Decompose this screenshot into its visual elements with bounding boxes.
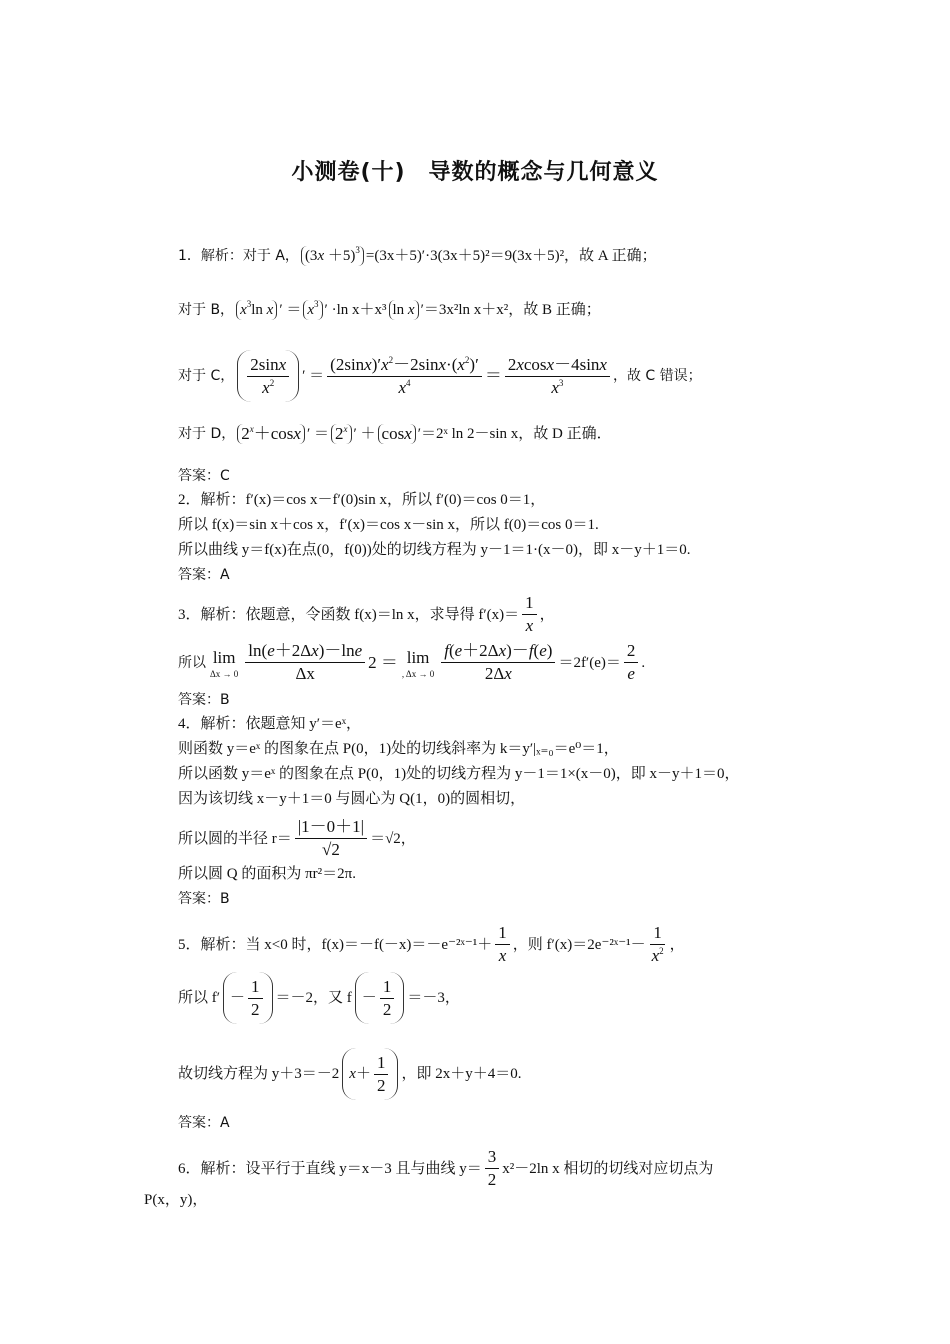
q1-text: =(3x＋5)′·3(3x＋5)²＝9(3x＋5)²，故 A 正确； bbox=[365, 248, 657, 264]
q5-line-1: 5．解析：当 x<0 时，f(x)＝－f(－x)＝－e⁻²ˣ⁻¹＋ $\frac{1}{x}$ ，则 f′(x)＝2e⁻²ˣ⁻¹－ $\frac{1}{x^2}$ ， bbox=[178, 923, 685, 965]
q3-frac-b: $\frac{\ln(e+2\Delta x)-\ln e}{\Delta x}$ bbox=[245, 640, 365, 685]
q1-line-4: 对于 D， $2^x+\cos x$ ′ ＝ 2$^x$ ′ ＋ cosx ′＝2ˣ ln 2－sin x，故 D 正确． bbox=[178, 424, 612, 443]
q1-text: 1．解析：对于 A， bbox=[178, 248, 299, 264]
q1-text: ′＝3x²ln x＋x²，故 B 正确； bbox=[420, 302, 601, 318]
q1-text: 对于 C， bbox=[178, 368, 235, 384]
q6-text: 6．解析：设平行于直线 y＝x－3 且与曲线 y＝ bbox=[178, 1160, 482, 1177]
q1-line-1 bbox=[178, 246, 657, 266]
q5-line-2 bbox=[178, 972, 460, 1024]
q5-frac-a: $\frac{1}{x}$ bbox=[495, 922, 510, 967]
q3-answer: 答案：B bbox=[178, 692, 230, 708]
q5-text: 故切线方程为 y＋3＝－2 bbox=[178, 1066, 340, 1082]
q1-expr-d3: cosx bbox=[378, 424, 416, 444]
q1-text: ′＝2ˣ ln 2－sin x，故 D 正确． bbox=[417, 426, 612, 442]
q5-expr-b: － $\frac{1}{2}$ bbox=[355, 972, 405, 1024]
q1-text: 对于 D， bbox=[178, 426, 236, 442]
q1-expr-c: $\frac{2\sin x}{x^2}$ bbox=[237, 350, 299, 402]
q1-text: ′ ＝ bbox=[279, 302, 302, 318]
q4-line-2: 则函数 y＝eˣ 的图象在点 P(0，1)处的切线斜率为 k＝y′|ₓ₌₀＝e⁰＝1， bbox=[178, 741, 619, 757]
q1-expr-d: $2^x+\cos x$ bbox=[237, 424, 305, 444]
q5-text: ，即 2x＋y＋4＝0. bbox=[401, 1066, 522, 1082]
q1-text: ′ ·ln x＋x³ bbox=[324, 302, 387, 318]
q3-lim-2: lim , Δx → 0 bbox=[401, 647, 435, 679]
q5-line-3 bbox=[178, 1048, 521, 1100]
q3-text: ＝2f′(e)＝ bbox=[558, 654, 621, 671]
q5-expr-a: － $\frac{1}{2}$ bbox=[223, 972, 273, 1024]
q3-text: 所以 bbox=[178, 654, 206, 671]
q3-frac-d: $\frac{2}{e}$ bbox=[624, 640, 639, 685]
q6-line-1 bbox=[178, 1146, 713, 1191]
q4-line-1: 4．解析：依题意知 y′＝eˣ， bbox=[178, 716, 362, 732]
q2-line-3: 所以曲线 y＝f(x)在点(0，f(0))处的切线方程为 y－1＝1·(x－0)，即 x－y＋1＝0. bbox=[178, 542, 691, 558]
q5-text: 所以 f′ bbox=[178, 990, 221, 1006]
q5-text: ，则 f′(x)＝2e⁻²ˣ⁻¹－ bbox=[512, 936, 646, 953]
q5-answer: 答案：A bbox=[178, 1115, 230, 1131]
q1-expr-b: $x^3\ln$ x bbox=[236, 300, 277, 320]
q2-line-2: 所以 f(x)＝sin x＋cos x，f′(x)＝cos x－sin x，所以 f(0)＝cos 0＝1. bbox=[178, 517, 599, 533]
q3-line-2: 所以 lim Δx → 0 $\frac{\ln(e+2\Delta x)-\ln e}{\Delta x}$ 2 ＝ lim , Δx → 0 $\frac{f(e+2\Delta x)-f(e)}{2\Delta x}$ ＝2f′(e)＝ $\frac{2}{e}$ . bbox=[178, 641, 646, 683]
q5-expr-c: x ＋ $\frac{1}{2}$ bbox=[342, 1048, 398, 1100]
q4-frac: $\frac{|1-0+1|}{√2}$ bbox=[295, 816, 367, 861]
q6-frac: $\frac{3}{2}$ bbox=[485, 1146, 500, 1191]
q1-line-3: 对于 C， $\frac{2\sin x}{x^2}$ ′ ＝ $\frac{(2\sin x)'x^2-2\sin x\cdot(x^2)'}{x^4}$ ＝ $\frac{2xcosx-4\sin x}{x^3}$ ，故 C 错误； bbox=[178, 350, 702, 402]
q1-text: 对于 B， bbox=[178, 302, 235, 318]
q1-answer: 答案：C bbox=[178, 468, 230, 484]
q5-text: ＝－3， bbox=[407, 990, 460, 1006]
q3-line-1: 3．解析：依题意，令函数 f(x)＝ln x，求导得 f′(x)＝ $\frac{1}{x}$ ， bbox=[178, 593, 555, 635]
q3-frac-a: $\frac{1}{x}$ bbox=[522, 592, 537, 637]
q4-line-6: 所以圆 Q 的面积为 πr²＝2π. bbox=[178, 866, 356, 882]
q4-line-3: 所以函数 y＝eˣ 的图象在点 P(0，1)处的切线方程为 y－1＝1×(x－0)，即 x－y＋1＝0， bbox=[178, 766, 740, 782]
q4-answer: 答案：B bbox=[178, 891, 230, 907]
q4-text: ＝√2， bbox=[370, 830, 416, 847]
q1-line-2 bbox=[178, 300, 601, 320]
q2-line-1: 2．解析：f′(x)＝cos x－f′(0)sin x，所以 f′(0)＝cos 0＝1， bbox=[178, 492, 546, 508]
q1-expr-d2: 2$^x$ bbox=[331, 424, 352, 444]
q5-text: 5．解析：当 x<0 时，f(x)＝－f(－x)＝－e⁻²ˣ⁻¹＋ bbox=[178, 936, 493, 953]
q3-text: 3．解析：依题意，令函数 f(x)＝ln x，求导得 f′(x)＝ bbox=[178, 606, 520, 623]
q4-text: 所以圆的半径 r＝ bbox=[178, 830, 292, 847]
page-title: 小测卷(十) 导数的概念与几何意义 bbox=[291, 160, 659, 185]
q5-frac-b: $\frac{1}{x^2}$ bbox=[651, 923, 664, 965]
q1-text: ，故 C 错误； bbox=[612, 368, 702, 384]
q1-expr-a: $(3x +5)^3$ bbox=[301, 246, 364, 266]
q1-expr-b3: ln x bbox=[389, 300, 419, 320]
q4-line-4: 因为该切线 x－y＋1＝0 与圆心为 Q(1，0)的圆相切， bbox=[178, 791, 526, 807]
q1-expr-c2: $\frac{(2\sin x)'x^2-2\sin x\cdot(x^2)'}{x^4}$ bbox=[327, 354, 482, 399]
q1-expr-b2: $x^3$ bbox=[303, 300, 322, 320]
q3-frac-c: $\frac{f(e+2\Delta x)-f(e)}{2\Delta x}$ bbox=[441, 640, 555, 685]
q4-line-5 bbox=[178, 816, 416, 861]
q2-answer: 答案：A bbox=[178, 567, 230, 583]
q5-text: ＝－2，又 f bbox=[275, 990, 352, 1006]
q1-expr-c3: $\frac{2xcosx-4\sin x}{x^3}$ bbox=[505, 354, 610, 399]
q3-lim-1: lim Δx → 0 bbox=[210, 647, 239, 679]
q6-text: x²－2ln x 相切的切线对应切点为 bbox=[502, 1160, 714, 1177]
q6-line-2: P(x，y)， bbox=[144, 1192, 208, 1208]
